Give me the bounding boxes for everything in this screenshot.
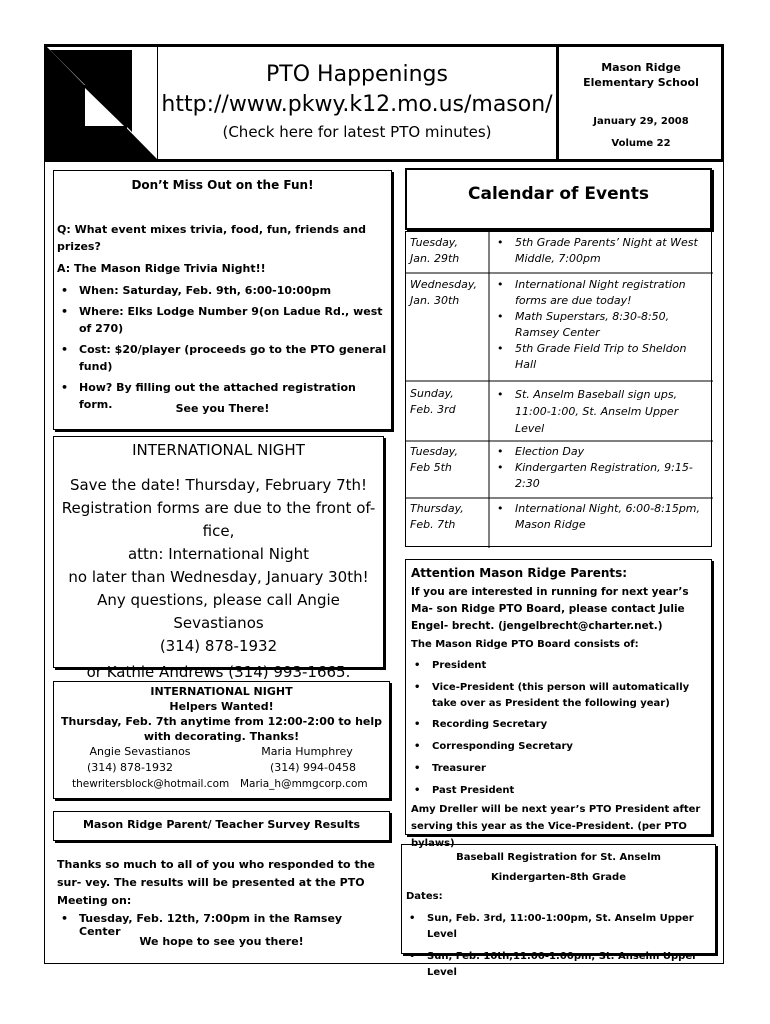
trivia-question: Q: What event mixes trivia, food, fun, friends and prizes? bbox=[57, 223, 366, 253]
helpers-line1: Thursday, Feb. 7th anytime from 12:00-2:00 to help bbox=[60, 715, 383, 728]
date-line: Jan. 30th bbox=[410, 294, 460, 307]
intl-line: or Kathie Andrews (314) 993-1665. bbox=[86, 663, 351, 681]
contact-1-email[interactable]: thewritersblock@hotmail.com bbox=[72, 778, 230, 790]
list-item: • International Night registration forms are due today! bbox=[493, 277, 710, 309]
date-line: Feb 5th bbox=[410, 461, 452, 474]
calendar-row-events bbox=[493, 235, 710, 267]
list-item: • How? By filling out the attached registration form. bbox=[57, 379, 390, 413]
date-line: Feb. 3rd bbox=[410, 403, 456, 416]
pto-board-list bbox=[410, 658, 708, 799]
date-line: Thursday, bbox=[410, 502, 464, 515]
intl-line: no later than Wednesday, January 30th! bbox=[68, 568, 369, 586]
list-item: • President bbox=[410, 658, 708, 674]
trivia-title: Don’t Miss Out on the Fun! bbox=[131, 178, 314, 192]
intl-night-body bbox=[55, 474, 382, 684]
contact-2-email[interactable]: Maria_h@mmgcorp.com bbox=[240, 778, 368, 790]
contact-1-name: Angie Sevastianos bbox=[89, 745, 191, 758]
calendar-row-date bbox=[410, 386, 488, 418]
intl-line: Registration forms are due to the front of- bbox=[61, 499, 376, 517]
school-name-line1: Mason Ridge bbox=[601, 61, 681, 74]
list-item: • Where: Elks Lodge Number 9(on Ladue Rd., west of 270) bbox=[57, 303, 390, 337]
list-item: • Tuesday, Feb. 12th, 7:00pm in the Ramsey Center bbox=[57, 912, 387, 938]
list-item: • International Night, 6:00-8:15pm, Mason Ridge bbox=[493, 501, 710, 533]
calendar-row-date bbox=[410, 444, 488, 476]
attention-title: Attention Mason Ridge Parents: bbox=[411, 566, 628, 580]
intl-line: attn: International Night bbox=[127, 545, 310, 563]
list-item: • Recording Secretary bbox=[410, 717, 708, 733]
helpers-title: INTERNATIONAL NIGHT bbox=[150, 685, 293, 698]
date-line: Tuesday, bbox=[410, 236, 458, 249]
date-line: Tuesday, bbox=[410, 445, 458, 458]
newsletter-title: PTO Happenings bbox=[266, 62, 448, 87]
issue-date: January 29, 2008 bbox=[593, 116, 689, 127]
date-line: Feb. 7th bbox=[410, 518, 456, 531]
trivia-answer: A: The Mason Ridge Trivia Night!! bbox=[57, 262, 266, 275]
header-divider-right bbox=[556, 44, 559, 162]
calendar-row-events bbox=[493, 501, 710, 533]
list-item: • 5th Grade Parents’ Night at West Middle, 7:00pm bbox=[493, 235, 710, 267]
contact-1-phone: (314) 878-1932 bbox=[86, 761, 174, 774]
header-divider-left bbox=[157, 47, 158, 159]
list-item: • Election Day bbox=[493, 444, 710, 460]
list-item: • 5th Grade Field Trip to Sheldon Hall bbox=[493, 341, 710, 373]
list-item: • Past President bbox=[410, 783, 708, 799]
intl-line: fice, bbox=[202, 522, 235, 540]
intl-line: (314) 878-1932 bbox=[159, 637, 278, 655]
list-item: • St. Anselm Baseball sign ups, 11:00-1:00, St. Anselm Upper Level bbox=[493, 386, 710, 437]
calendar-row-events bbox=[493, 277, 710, 373]
baseball-grades: Kindergarten-8th Grade bbox=[490, 872, 626, 883]
logo-block bbox=[47, 47, 157, 159]
contact-2-name: Maria Humphrey bbox=[261, 745, 353, 758]
logo-graphic bbox=[47, 47, 157, 159]
calendar-row-events bbox=[493, 444, 710, 492]
issue-volume: Volume 22 bbox=[611, 138, 671, 149]
list-item: • Cost: $20/player (proceeds go to the PTO general fund) bbox=[57, 341, 390, 375]
helpers-subtitle: Helpers Wanted! bbox=[169, 700, 274, 713]
survey-body: Thanks so much to all of you who responded to the sur- vey. The results will be presented at the PTO Meeting on: bbox=[57, 858, 375, 907]
list-item: • Vice-President (this person will automatically take over as President the following year) bbox=[410, 680, 708, 712]
calendar-row-events bbox=[493, 386, 710, 437]
helpers-line2: with decorating. Thanks! bbox=[143, 730, 300, 743]
date-line: Wednesday, bbox=[410, 278, 477, 291]
list-item: • When: Saturday, Feb. 9th, 6:00-10:00pm bbox=[57, 282, 390, 299]
baseball-dates-label: Dates: bbox=[406, 891, 443, 902]
survey-title: Mason Ridge Parent/ Teacher Survey Results bbox=[82, 818, 361, 831]
intl-line: Save the date! Thursday, February 7th! bbox=[69, 476, 368, 494]
attention-consists: The Mason Ridge PTO Board consists of: bbox=[411, 639, 639, 650]
survey-closing: We hope to see you there! bbox=[139, 935, 304, 948]
date-line: Jan. 29th bbox=[410, 252, 460, 265]
list-item: • Sun, Feb. 10th,11:00-1:00pm, St. Anselm Upper Level bbox=[405, 949, 716, 981]
list-item: • Math Superstars, 8:30-8:50, Ramsey Center bbox=[493, 309, 710, 341]
calendar-row-date bbox=[410, 501, 488, 533]
attention-closing: Amy Dreller will be next year’s PTO President after serving this year as the Vice-President. (per PTO bylaws) bbox=[411, 804, 701, 849]
baseball-title: Baseball Registration for St. Anselm bbox=[456, 852, 661, 863]
trivia-details-list bbox=[57, 282, 390, 413]
intl-night-title: INTERNATIONAL NIGHT bbox=[132, 441, 305, 459]
list-item: • Corresponding Secretary bbox=[410, 739, 708, 755]
list-item: • Treasurer bbox=[410, 761, 708, 777]
date-line: Sunday, bbox=[410, 387, 454, 400]
school-name-line2: Elementary School bbox=[583, 76, 699, 89]
calendar-row-date bbox=[410, 235, 488, 267]
header-subtitle: (Check here for latest PTO minutes) bbox=[222, 123, 492, 141]
list-item: • Kindergarten Registration, 9:15-2:30 bbox=[493, 460, 710, 492]
calendar-title: Calendar of Events bbox=[468, 184, 649, 204]
intl-line: Any questions, please call Angie Sevastianos bbox=[97, 591, 340, 632]
attention-body: If you are interested in running for next year’s Ma- son Ridge PTO Board, please contact Julie Engel- brecht. (jengelbrecht@charter.net.) bbox=[411, 586, 689, 632]
baseball-dates-list bbox=[405, 911, 716, 981]
calendar-row-date bbox=[410, 277, 488, 309]
school-url[interactable]: http://www.pkwy.k12.mo.us/mason/ bbox=[161, 92, 553, 117]
trivia-closing: See you There! bbox=[175, 402, 270, 415]
list-item: • Sun, Feb. 3rd, 11:00-1:00pm, St. Anselm Upper Level bbox=[405, 911, 716, 943]
contact-2-phone: (314) 994-0458 bbox=[269, 761, 357, 774]
